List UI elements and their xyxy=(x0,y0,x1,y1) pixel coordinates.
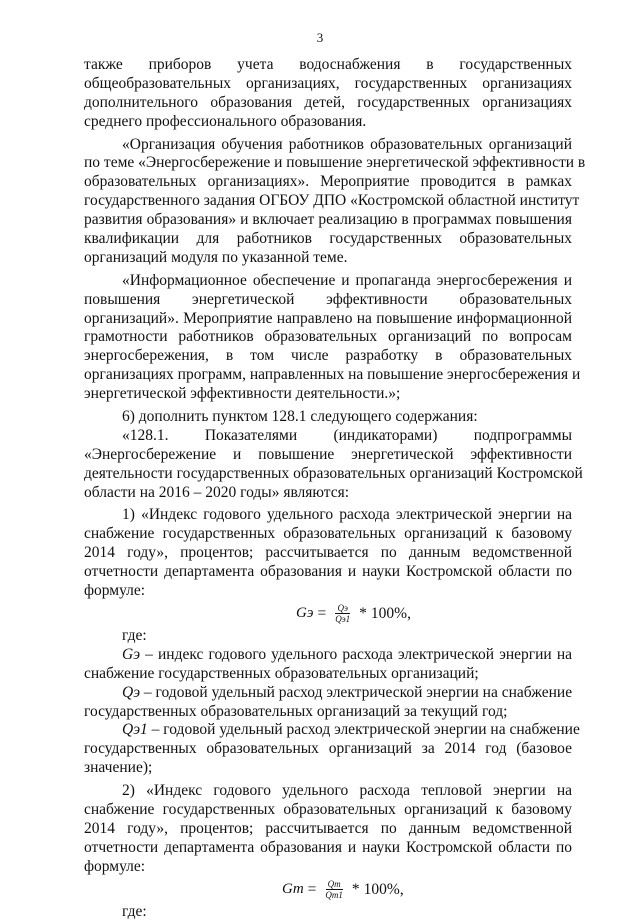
formula-electric-index xyxy=(84,601,572,627)
text-line: государственных образовательных организаций за текущий год; xyxy=(84,702,508,720)
text-line xyxy=(84,646,572,665)
formula-lhs: Gт xyxy=(282,881,304,898)
text-line: снабжение государственных образовательных организаций к базовому xyxy=(84,525,572,543)
text-fragment: – годовой удельный расход электрической энергии на снабжение xyxy=(140,683,573,701)
page-number: 3 xyxy=(316,30,324,45)
text-line: формуле: xyxy=(84,857,146,875)
formula-multiply: * xyxy=(351,880,360,898)
formula-numerator: Qт xyxy=(327,879,341,890)
text-line: общеобразовательных организациях, государственных организациях xyxy=(84,74,572,92)
document-body xyxy=(84,56,586,921)
text-line: среднего профессионального образования. xyxy=(84,112,367,130)
text-line: организаций». Мероприятие направлено на повышение информационной xyxy=(84,309,572,327)
text-line: энергетической эффективности деятельности.»; xyxy=(84,385,401,403)
variable-symbol: Gэ xyxy=(122,645,141,663)
text-line: «Организация обучения работников образовательных организаций xyxy=(122,135,572,153)
text-line: «Энергосбережение и повышение энергетической эффективности xyxy=(84,445,572,463)
text-line: дополнительного образования детей, государственных организациях xyxy=(84,93,572,111)
text-line: отчетности департамента образования и науки Костромской области по xyxy=(84,838,572,856)
text-line: также приборов учета водоснабжения в государственных xyxy=(84,56,572,73)
formula-multiply: * xyxy=(359,604,367,622)
text-line: снабжение государственных образовательных организаций к базовому xyxy=(84,800,572,818)
text-line xyxy=(84,684,572,703)
text-fragment: – индекс годового удельного расхода электрической энергии на xyxy=(140,645,572,663)
text-line: «Информационное обеспечение и пропаганда энергосбережения и xyxy=(122,271,572,289)
text-line: образовательных организациях». Мероприятие проводится в рамках xyxy=(84,173,572,191)
text-line: формуле: xyxy=(84,582,146,600)
formula-lhs: Gэ xyxy=(296,605,314,622)
variable-symbol: Qэ1 xyxy=(122,721,148,739)
text-line: где: xyxy=(122,902,147,920)
text-line: развития образования» и включает реализацию в программах повышения xyxy=(84,211,572,229)
formula-percent: 100%, xyxy=(363,880,404,898)
text-line: значение); xyxy=(84,759,153,777)
text-line: области на 2016 – 2020 годы» являются: xyxy=(84,483,350,501)
formula-percent: 100%, xyxy=(370,604,411,622)
text-line: 1) «Индекс годового удельного расхода электрической энергии на xyxy=(122,506,572,524)
text-line: государственных образовательных организаций за 2014 год (базовое xyxy=(84,740,572,758)
text-line: грамотности работников образовательных организаций по вопросам xyxy=(84,328,572,346)
text-line: «128.1. Показателями (индикаторами) подпрограммы xyxy=(122,426,572,444)
formula-equals: = xyxy=(317,604,327,622)
formula-denominator: Qэ1 xyxy=(335,614,351,625)
formula-fraction xyxy=(333,603,352,624)
formula-denominator: Qт1 xyxy=(325,890,343,901)
text-line: организациях программ, направленных на повышение энергосбережения и xyxy=(84,366,581,384)
formula-heat-index xyxy=(84,877,572,903)
text-line: квалификации для работников государственных образовательных xyxy=(84,230,572,248)
formula-fraction xyxy=(323,879,345,900)
text-line: организаций модуля по указанной теме. xyxy=(84,248,348,266)
text-line: 6) дополнить пунктом 128.1 следующего содержания: xyxy=(122,408,478,426)
text-line: 2) «Индекс годового удельного расхода тепловой энергии на xyxy=(122,782,572,800)
formula-equals: = xyxy=(307,880,317,898)
variable-symbol: Qэ xyxy=(122,683,141,701)
text-line: энергосбережения, в том числе разработку в образовательных xyxy=(84,347,572,365)
text-line: государственного задания ОГБОУ ДПО «Костромской областной институт xyxy=(84,192,580,210)
text-line xyxy=(84,721,580,740)
text-fragment: – годовой удельный расход электрической энергии на снабжение xyxy=(147,721,580,739)
formula-numerator: Qэ xyxy=(337,603,348,614)
text-line: деятельности государственных образовательных организаций Костромской xyxy=(84,464,583,482)
text-line: где: xyxy=(122,626,147,644)
text-line: повышения энергетической эффективности образовательных xyxy=(84,290,572,308)
text-line: по теме «Энергосбережение и повышение энергетической эффективности в xyxy=(84,154,586,172)
text-line: отчетности департамента образования и науки Костромской области по xyxy=(84,563,572,581)
text-line: снабжение государственных образовательных организаций; xyxy=(84,664,479,682)
text-line: 2014 году», процентов; рассчитывается по данным ведомственной xyxy=(84,544,572,562)
text-line: 2014 году», процентов; рассчитывается по данным ведомственной xyxy=(84,819,572,837)
